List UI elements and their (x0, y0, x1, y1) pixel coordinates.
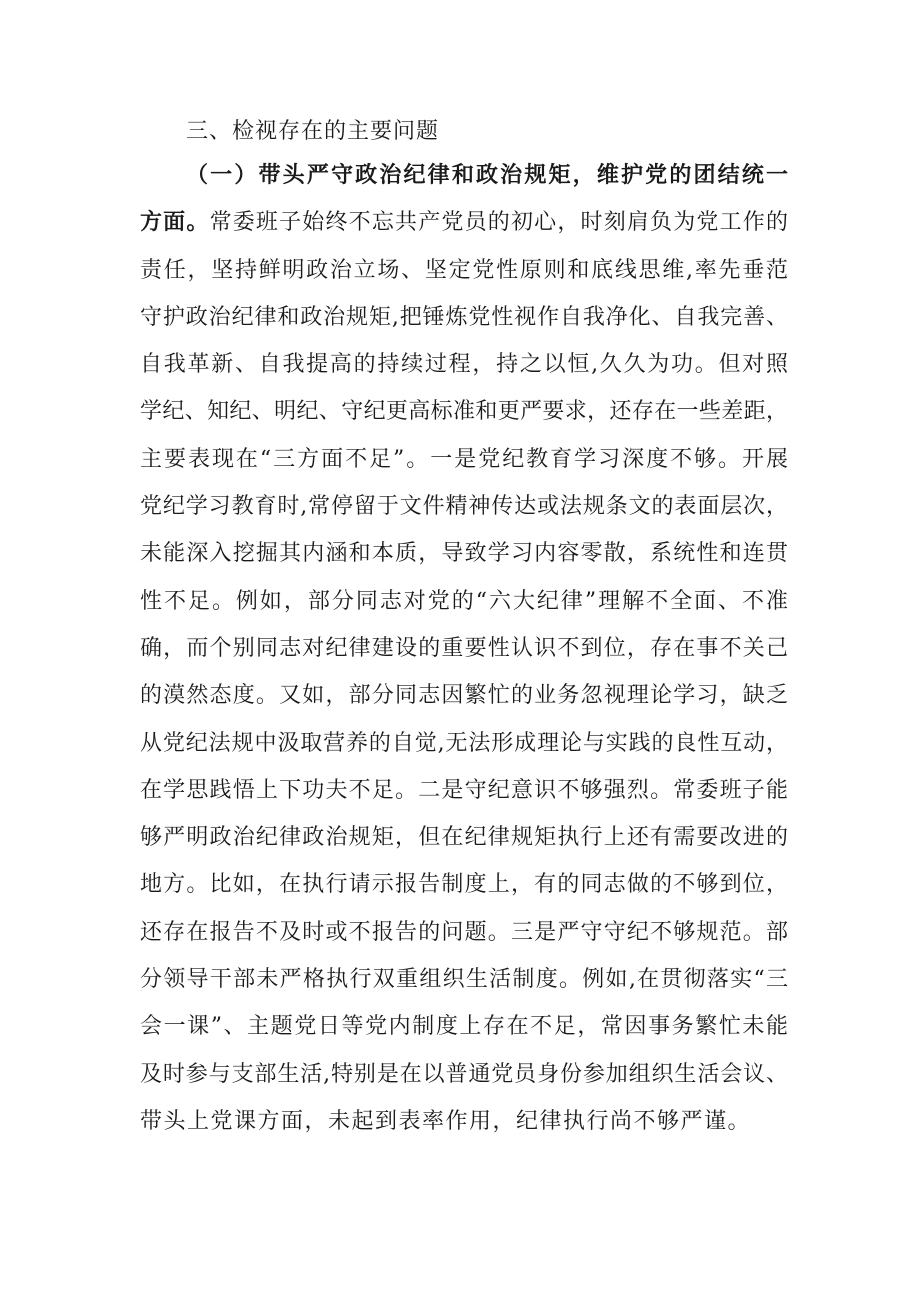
text-line: 责任，坚持鲜明政治立场、坚定党性原则和底线思维,率先垂范 (140, 257, 788, 283)
text-line (140, 152, 788, 199)
text-line (140, 199, 788, 246)
text-line: 会一课”、主题党日等党内制度上存在不足，常因事务繁忙未能 (140, 1014, 788, 1040)
subheading-text: 方面。 (140, 209, 210, 236)
text-line: 在学思践悟上下功夫不足。二是守纪意识不够强烈。常委班子能 (140, 777, 788, 803)
text-line: 地方。比如，在执行请示报告制度上，有的同志做的不够到位， (140, 872, 788, 898)
text-line: 及时参与支部生活,特别是在以普通党员身份参加组织生活会议、 (140, 1061, 788, 1087)
line-text: 常委班子始终不忘共产党员的初心，时刻肩负为党工作的 (209, 210, 788, 236)
text-line: 带头上党课方面，未起到表率作用，纪律执行尚不够严谨。 (140, 1108, 752, 1134)
subheading-text: （一）带头严守政治纪律和政治规矩，维护党的团结统一 (186, 162, 788, 188)
text-line: 党纪学习教育时,常停留于文件精神传达或法规条文的表面层次， (140, 494, 788, 520)
text-line: 还存在报告不及时或不报告的问题。三是严守守纪不够规范。部 (140, 919, 788, 945)
section-heading: 三、检视存在的主要问题 (186, 119, 440, 144)
text-line: 未能深入挖掘其内涵和本质，导致学习内容零散，系统性和连贯 (140, 541, 788, 567)
text-line: 分领导干部未严格执行双重组织生活制度。例如,在贯彻落实“三 (140, 967, 788, 993)
text-line: 性不足。例如，部分同志对党的“六大纪律”理解不全面、不准 (140, 588, 788, 614)
text-line: 学纪、知纪、明纪、守纪更高标准和更严要求，还存在一些差距， (140, 399, 788, 425)
body-paragraph (140, 152, 788, 1145)
text-line: 确，而个别同志对纪律建设的重要性认识不到位，存在事不关己 (140, 635, 788, 661)
text-line: 自我革新、自我提高的持续过程，持之以恒,久久为功。但对照 (140, 352, 788, 378)
text-line: 从党纪法规中汲取营养的自觉,无法形成理论与实践的良性互动， (140, 730, 788, 756)
text-line: 守护政治纪律和政治规矩,把锤炼党性视作自我净化、自我完善、 (140, 304, 788, 330)
text-line: 够严明政治纪律政治规矩，但在纪律规矩执行上还有需要改进的 (140, 825, 788, 851)
text-line: 的漠然态度。又如，部分同志因繁忙的业务忽视理论学习，缺乏 (140, 683, 788, 709)
text-line: 主要表现在“三方面不足”。一是党纪教育学习深度不够。开展 (140, 446, 788, 472)
